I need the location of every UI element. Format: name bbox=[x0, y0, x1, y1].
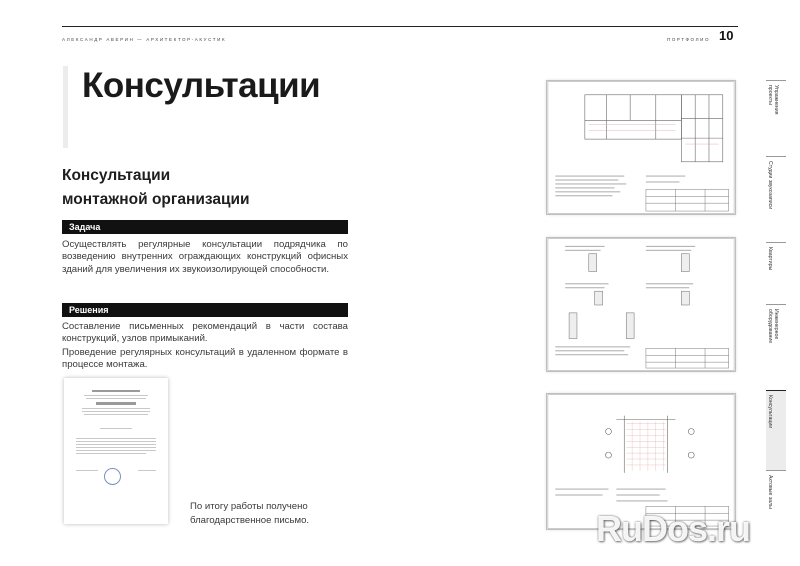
construction-details-drawing bbox=[546, 237, 736, 372]
tab-label: Квартиры bbox=[767, 247, 773, 271]
letter-caption bbox=[190, 500, 340, 528]
page-title: Консультации bbox=[82, 66, 321, 105]
header-rule bbox=[62, 26, 738, 27]
tab-projects[interactable] bbox=[766, 80, 786, 156]
floor-plan-drawing bbox=[546, 80, 736, 215]
stamp-icon bbox=[104, 468, 121, 485]
tab-label: Актовые залы bbox=[767, 475, 773, 509]
solutions-heading: Решения bbox=[62, 303, 348, 317]
caption-line-2: благодарственное письмо. bbox=[190, 515, 310, 526]
title-accent-bar bbox=[63, 66, 68, 148]
tab-label: Инженерное оборудование bbox=[767, 309, 779, 344]
task-heading: Задача bbox=[62, 220, 348, 234]
side-navigation bbox=[766, 80, 786, 530]
solutions-text-2: Проведение регулярных консультаций в удаленном формате в процессе монтажа. bbox=[62, 347, 348, 371]
tab-recording-studios[interactable] bbox=[766, 156, 786, 242]
section-subtitle bbox=[62, 164, 250, 212]
solutions-text-1: Составление письменных рекомендаций в части состава конструкций, узлов примыканий. bbox=[62, 321, 348, 345]
tab-label: Студии звукозаписи bbox=[767, 161, 773, 210]
tab-assembly-halls[interactable] bbox=[766, 470, 786, 530]
tab-label: Упражнения проекты bbox=[767, 85, 779, 115]
thank-you-letter-image bbox=[64, 378, 168, 524]
watermark-logo: RuDos.ru bbox=[596, 508, 750, 549]
tab-apartments[interactable] bbox=[766, 242, 786, 304]
page-number: 10 bbox=[719, 28, 734, 43]
subtitle-line-1: Консультации bbox=[62, 167, 171, 184]
task-text: Осуществлять регулярные консультации подрядчика по возведению внутренних ограждающих конструкций офисных зданий для увеличения их звукоизолирующей способности. bbox=[62, 239, 348, 275]
tab-label: Консультации bbox=[767, 395, 773, 429]
portfolio-label: ПОРТФОЛИО bbox=[667, 37, 711, 42]
author-name: АЛЕКСАНДР АВЕРИН — АРХИТЕКТОР-АКУСТИК bbox=[62, 37, 227, 42]
tab-engineering[interactable] bbox=[766, 304, 786, 390]
subtitle-line-2: монтажной организации bbox=[62, 191, 250, 208]
caption-line-1: По итогу работы получено bbox=[190, 501, 308, 512]
tab-consultations[interactable] bbox=[766, 390, 786, 470]
